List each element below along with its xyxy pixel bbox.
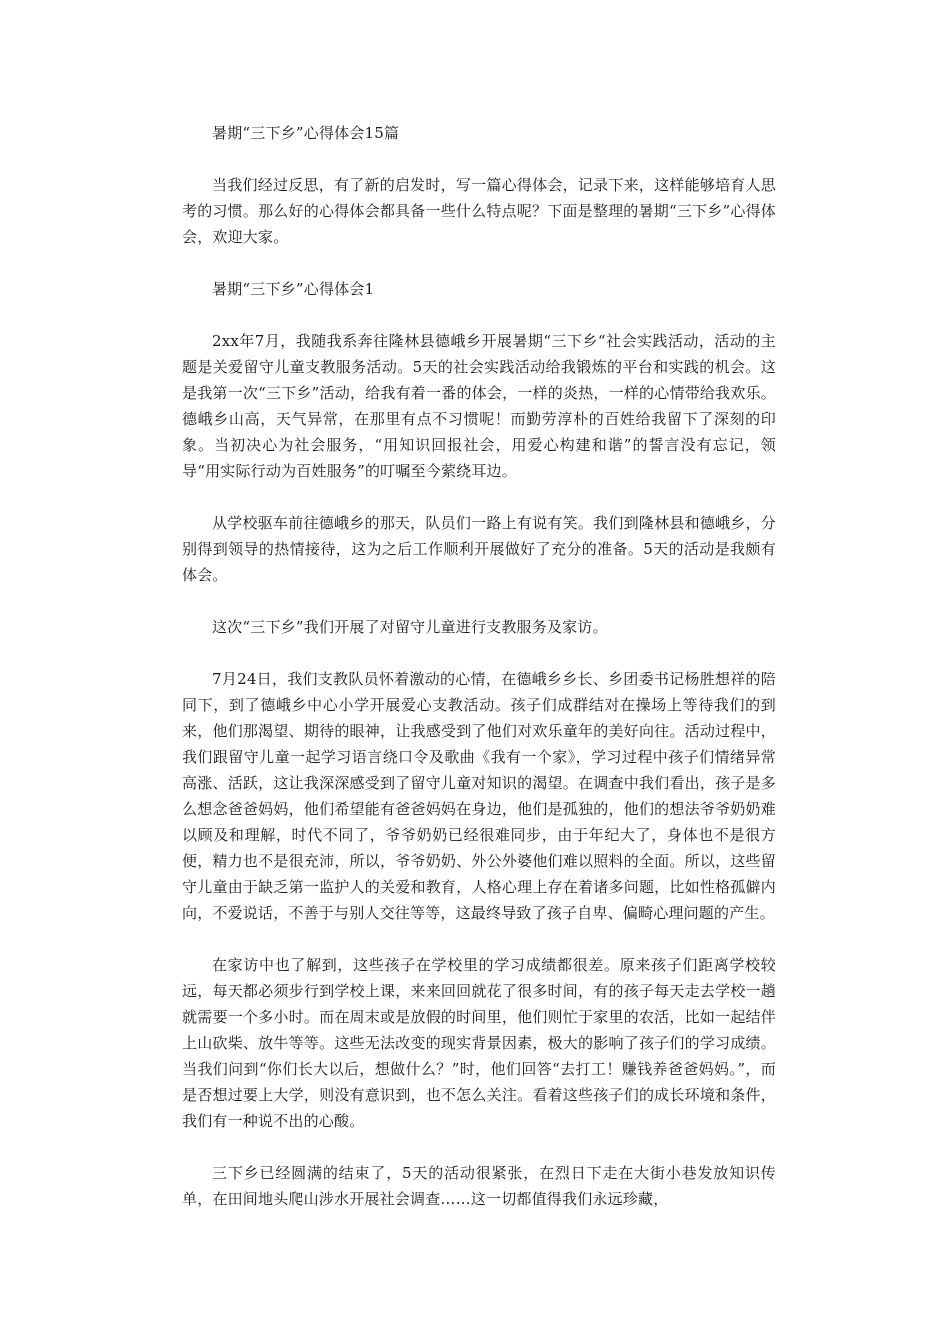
spacer [182,302,776,328]
spacer [182,926,776,952]
document-body [182,120,776,1212]
body-paragraph: 7月24日，我们支教队员怀着激动的心情，在德峨乡乡长、乡团委书记杨胜想祥的陪同下，到了德峨乡中心小学开展爱心支教活动。孩子们成群结对在操场上等待我们的到来，他们那渴望、期待的眼神，让我感受到了他们对欢乐童年的美好向往。活动过程中，我们跟留守儿童一起学习语言绕口令及歌曲《我有一个家》，学习过程中孩子们情绪异常高涨、活跃，这让我深深感受到了留守儿童对知识的渴望。在调查中我们看出，孩子是多么想念爸爸妈妈，他们希望能有爸爸妈妈在身边，他们是孤独的，他们的想法爷爷奶奶难以顾及和理解，时代不同了，爷爷奶奶已经很难同步，由于年纪大了，身体也不是很方便，精力也不是很充沛，所以，爷爷奶奶、外公外婆他们难以照料的全面。所以，这些留守儿童由于缺乏第一监护人的关爱和教育，人格心理上存在着诸多问题，比如性格孤僻内向，不爱说话，不善于与别人交往等等，这最终导致了孩子自卑、偏畸心理问题的产生。 [182,670,776,922]
section-title: 暑期“三下乡”心得体会1 [212,280,375,298]
spacer [182,640,776,666]
spacer [182,250,776,276]
spacer [182,146,776,172]
spacer [182,484,776,510]
spacer [182,1134,776,1160]
body-paragraph: 三下乡已经圆满的结束了，5天的活动很紧张，在烈日下走在大街小巷发放知识传单，在田间地头爬山涉水开展社会调查……这一切都值得我们永远珍藏， [182,1164,776,1208]
intro-paragraph: 当我们经过反思，有了新的启发时，写一篇心得体会，记录下来，这样能够培育人思考的习惯。那么好的心得体会都具备一些什么特点呢？下面是整理的暑期“三下乡”心得体会，欢迎大家。 [182,176,776,246]
spacer [182,588,776,614]
document-title: 暑期“三下乡”心得体会15篇 [212,124,400,142]
body-paragraph: 这次“三下乡”我们开展了对留守儿童进行支教服务及家访。 [212,618,608,636]
body-paragraph: 从学校驱车前往德峨乡的那天，队员们一路上有说有笑。我们到隆林县和德峨乡，分别得到领导的热情接待，这为之后工作顺利开展做好了充分的准备。5天的活动是我颇有体会。 [182,514,776,584]
body-paragraph: 在家访中也了解到，这些孩子在学校里的学习成绩都很差。原来孩子们距离学校较远，每天都必须步行到学校上课，来来回回就花了很多时间，有的孩子每天走去学校一趟就需要一个多小时。而在周末或是放假的时间里，他们则忙于家里的农活，比如一起结伴上山砍柴、放牛等等。这些无法改变的现实背景因素，极大的影响了孩子们的学习成绩。当我们问到“你们长大以后，想做什么？”时，他们回答“去打工！赚钱养爸爸妈妈。”，而是否想过要上大学，则没有意识到，也不怎么关注。看着这些孩子们的成长环境和条件，我们有一种说不出的心酸。 [182,956,776,1130]
body-paragraph: 2xx年7月，我随我系奔往隆林县德峨乡开展暑期“三下乡“社会实践活动，活动的主题是关爱留守儿童支教服务活动。5天的社会实践活动给我锻炼的平台和实践的机会。这是我第一次“三下乡”活动，给我有着一番的体会，一样的炎热，一样的心情带给我欢乐。德峨乡山高，天气异常，在那里有点不习惯呢！而勤劳淳朴的百姓给我留下了深刻的印象。当初决心为社会服务，“用知识回报社会，用爱心构建和谐”的誓言没有忘记，领导“用实际行动为百姓服务”的叮嘱至今萦绕耳边。 [182,332,776,480]
